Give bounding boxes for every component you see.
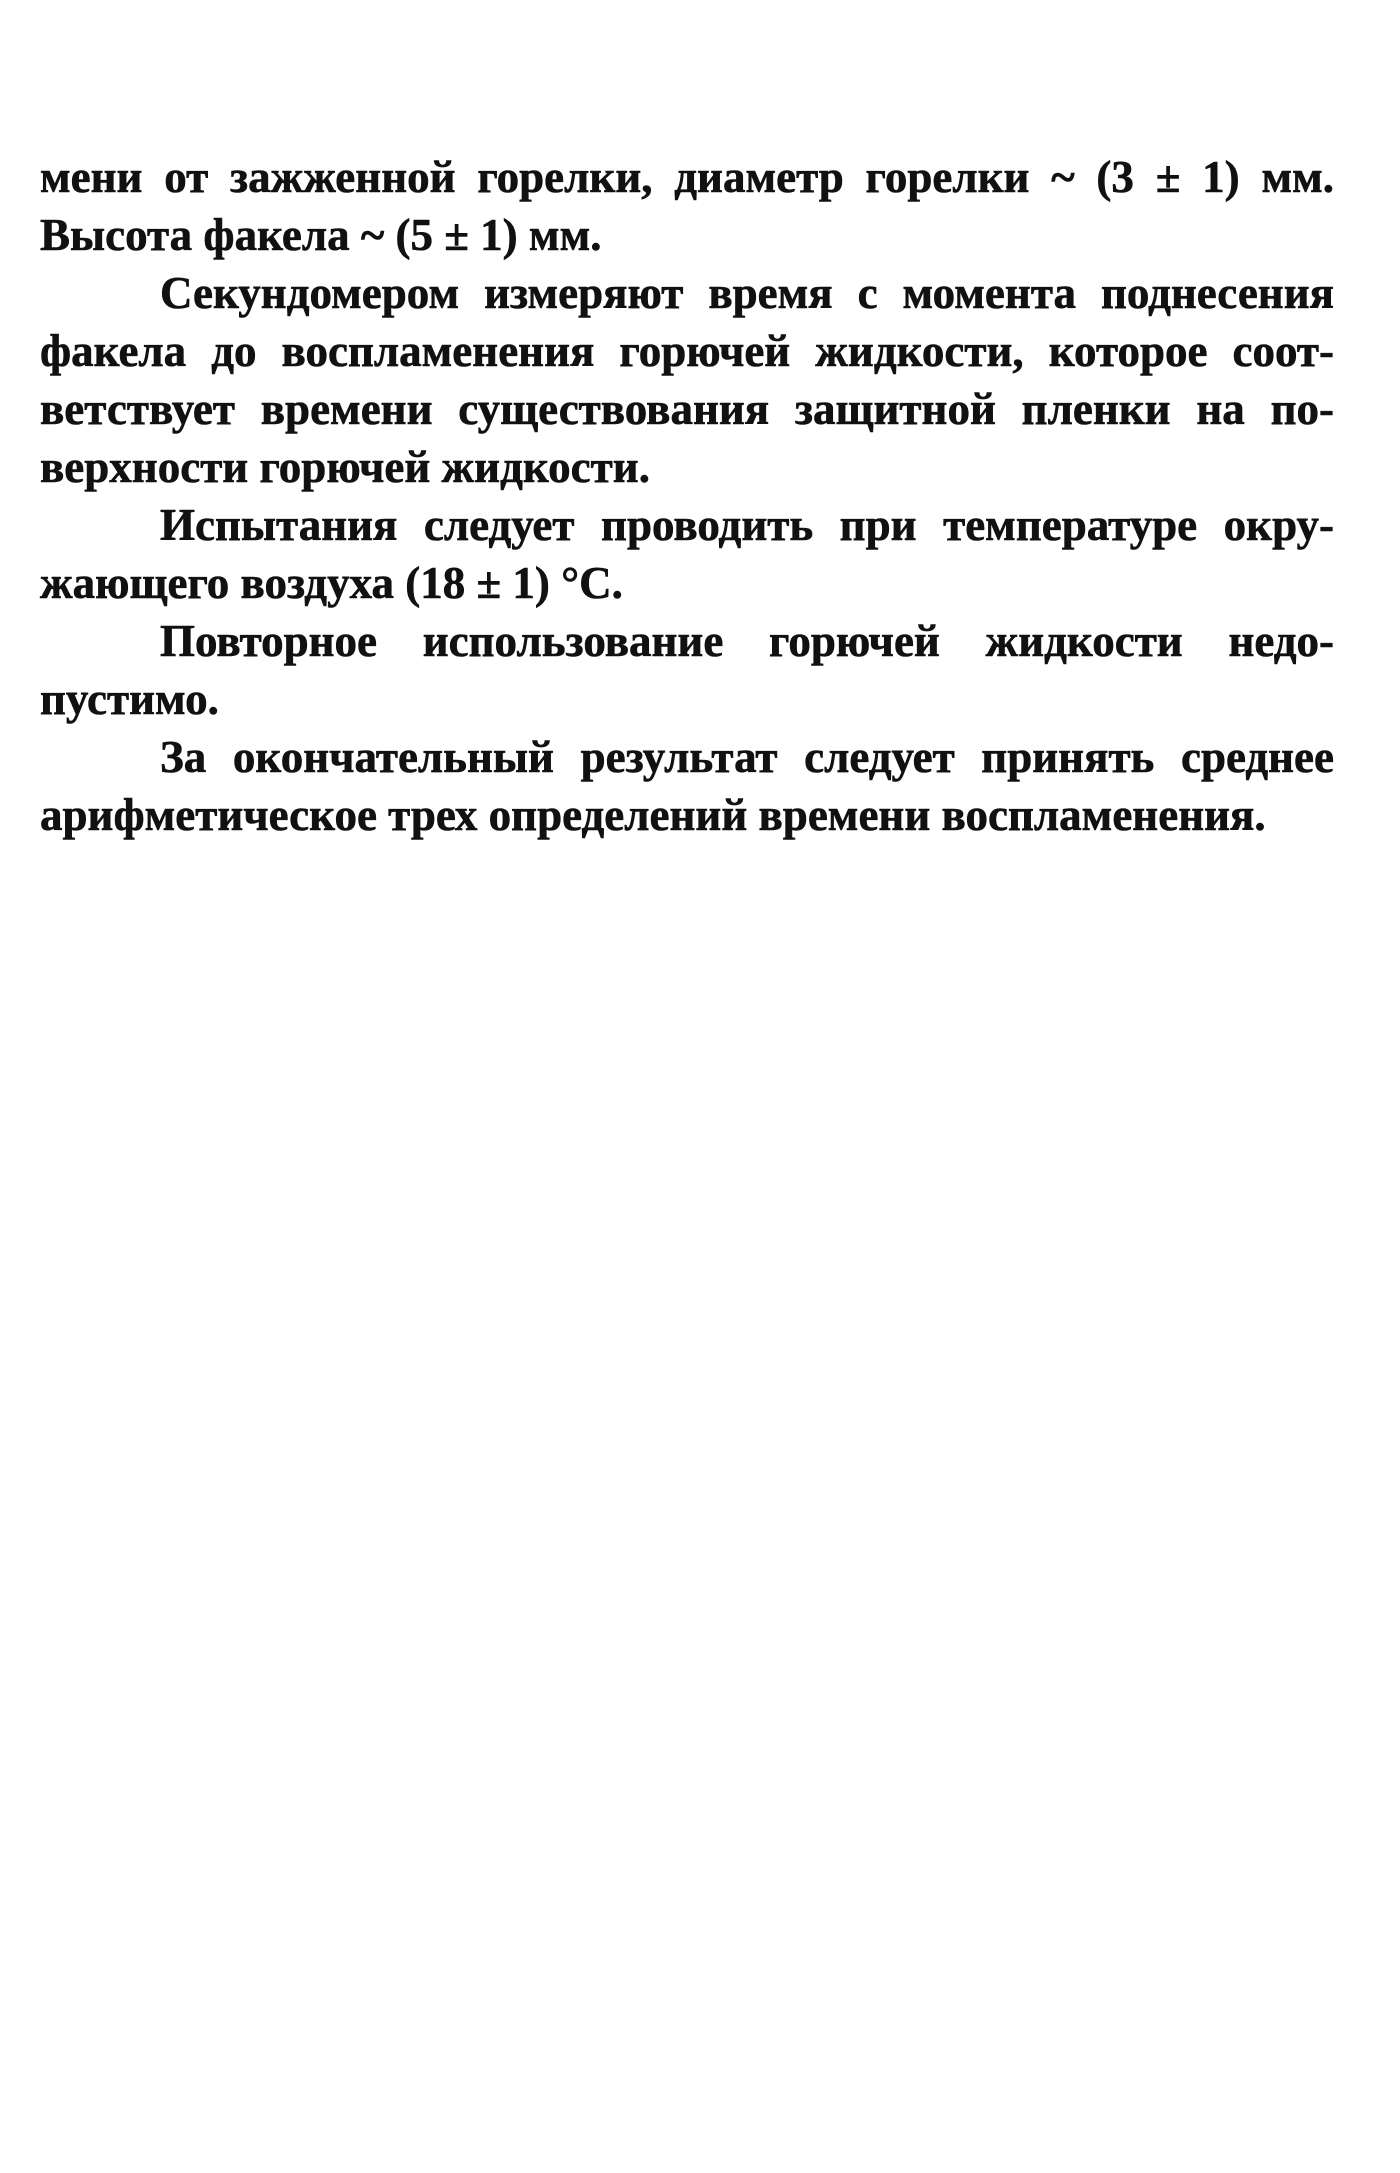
text-line: мени от зажженной горелки, диаметр горелки ~ (3 ± 1) мм. — [40, 152, 1334, 202]
text-line: Секундомером измеряют время с момента поднесения — [160, 268, 1334, 318]
text-line: ветствует времени существования защитной пленки на по- — [40, 384, 1334, 434]
paragraph-1 — [40, 148, 1334, 264]
text-line: верхности горючей жидкости. — [40, 442, 650, 492]
text-line: Испытания следует проводить при температуре окру- — [160, 500, 1334, 550]
text-line: Повторное использование горючей жидкости недо- — [160, 616, 1334, 666]
text-line: жающего воздуха (18 ± 1) °С. — [40, 558, 623, 608]
paragraph-5 — [40, 728, 1334, 844]
text-line: Высота факела ~ (5 ± 1) мм. — [40, 210, 602, 260]
text-line: пустимо. — [40, 674, 219, 724]
text-line: За окончательный результат следует принять среднее — [160, 732, 1334, 782]
paragraph-4 — [40, 612, 1334, 728]
text-line: арифметическое трех определений времени воспламенения. — [40, 790, 1266, 840]
text-line: факела до воспламенения горючей жидкости, которое соот- — [40, 326, 1334, 376]
paragraph-2 — [40, 264, 1334, 496]
paragraph-3 — [40, 496, 1334, 612]
body-text — [40, 148, 1334, 844]
